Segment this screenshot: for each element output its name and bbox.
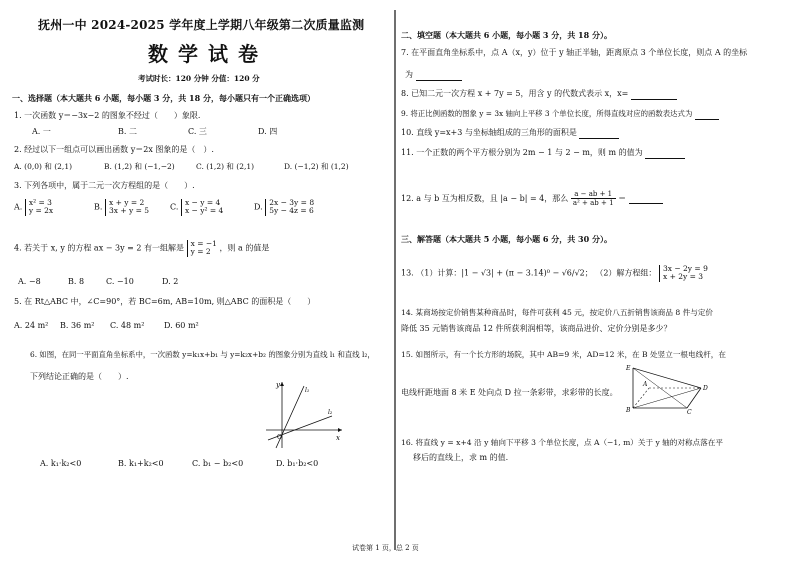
q5-option-c[interactable]: C. 48 m²	[110, 321, 145, 330]
section-1-heading: 一、选择题（本大题共 6 小题，每小题 3 分，共 18 分，每小题只有一个正确选项）	[12, 93, 315, 103]
section-3-heading: 三、解答题（本大题共 5 小题，每小题 6 分，共 30 分）。	[401, 234, 612, 244]
q15-edge-cd	[687, 388, 701, 408]
q3-system-d	[265, 199, 314, 216]
q3-c-eq1: x − y = 4	[184, 198, 221, 207]
q12-answer-blank[interactable]	[629, 194, 663, 205]
q2-option-d[interactable]: D. (−1,2) 和 (1,2)	[284, 162, 349, 171]
q10-answer-blank[interactable]	[579, 128, 619, 139]
q6-y-arrow	[280, 382, 284, 386]
left-column	[0, 0, 395, 561]
q12	[401, 190, 663, 208]
q7-line-2-text: 为	[405, 70, 413, 79]
q10	[401, 128, 619, 139]
q3-system-b	[105, 199, 149, 216]
q15-helper-bd	[633, 388, 701, 408]
q4-option-c[interactable]: C. −10	[106, 277, 134, 286]
section-2-heading: 二、填空题（本大题共 6 小题，每小题 3 分，共 18 分）。	[401, 30, 612, 40]
q15-label-a: A	[643, 381, 648, 388]
q13-sys-eq1: 3x − 2y = 9	[662, 264, 708, 273]
q4-sys-eq2: y = 2	[190, 247, 211, 257]
q3-option-a[interactable]	[14, 199, 53, 216]
q13	[401, 265, 708, 282]
q1-option-b[interactable]: B. 二	[118, 127, 137, 136]
q3-d-eq1: 2x − 3y = 8	[269, 198, 315, 207]
q12-fraction	[571, 190, 616, 208]
q6-graph	[258, 378, 344, 450]
q15-line-2: 电线杆距地面 8 米 E 处向点 D 拉一条彩带，求彩带的长度。	[401, 388, 618, 397]
q13-part-1: 13. （1）计算：|1 − √3| + (π − 3.14)⁰ − √6/√2；	[401, 268, 593, 278]
q3-letter-a: A.	[14, 202, 23, 212]
q6-y-label: y	[276, 381, 280, 389]
q16-line-2: 移后的直线上，求 m 的值.	[413, 453, 509, 462]
exam-info: 考试时长：120 分钟 分值：120 分	[138, 74, 260, 83]
q6-option-b[interactable]: B. k₁+k₂<0	[118, 459, 164, 468]
q1-option-d[interactable]: D. 四	[258, 127, 278, 136]
q15-figure	[625, 362, 715, 414]
q5-option-a[interactable]: A. 24 m²	[14, 321, 49, 330]
q3-a-eq2: y = 2x	[28, 206, 54, 216]
q4-stem	[14, 240, 269, 257]
q6-x-arrow	[338, 428, 342, 432]
q16-line-1: 16. 将直线 y = x+4 沿 y 轴向下平移 3 个单位长度，点 A（−1, m）关于 y 轴的对称点落在平	[401, 438, 723, 447]
q3-letter-b: B.	[94, 202, 103, 212]
q12-equals: ＝	[618, 193, 627, 203]
q1-option-c[interactable]: C. 三	[188, 127, 207, 136]
q11-answer-blank[interactable]	[645, 148, 685, 159]
q2-option-c[interactable]: C. (1,2) 和 (2,1)	[196, 162, 255, 171]
q5-option-b[interactable]: B. 36 m²	[60, 321, 95, 330]
q12-numerator: a − ab + 1	[571, 190, 616, 199]
q4-system	[187, 240, 217, 257]
q3-option-c[interactable]	[170, 199, 223, 216]
q6-option-d[interactable]: D. b₁·b₂<0	[276, 459, 319, 468]
q15-edge-ba	[633, 388, 649, 408]
q3-letter-d: D.	[254, 202, 263, 212]
q14-line-2: 降低 35 元销售该商品 12 件所获利润相等，该商品进价、定价分别是多少？	[401, 324, 672, 333]
q3-b-eq1: x + y = 2	[108, 198, 145, 207]
q11-text: 11. 一个正数的两个平方根分别为 2m − 1 与 2 − m，则 m 的值为	[401, 148, 643, 157]
q6-stem-2: 下列结论正确的是（ ）.	[30, 372, 129, 381]
q8	[401, 89, 677, 100]
q3-a-eq1: x² = 3	[28, 198, 52, 207]
q3-option-d[interactable]	[254, 199, 314, 216]
q15-label-d: D	[703, 385, 708, 392]
q10-text: 10. 直线 y=x+3 与坐标轴组成的三角形的面积是	[401, 128, 577, 137]
q2-option-a[interactable]: A. (0,0) 和 (2,1)	[14, 162, 73, 171]
q3-system-a	[25, 199, 53, 216]
q3-stem: 3. 下列各项中，属于二元一次方程组的是（ ）.	[14, 181, 195, 190]
q3-d-eq2: 5y − 4z = 6	[269, 206, 314, 216]
q3-system-c	[181, 199, 223, 216]
q12-denominator: a² + ab + 1	[572, 199, 614, 208]
q6-origin-label: O	[277, 434, 282, 441]
q8-text: 8. 已知二元一次方程 x + 7y = 5，用含 y 的代数式表示 x，x=	[401, 89, 629, 98]
q15-label-c: C	[687, 409, 692, 414]
q3-letter-c: C.	[170, 202, 179, 212]
q4-option-a[interactable]: A. −8	[18, 277, 41, 286]
q9-answer-blank[interactable]	[695, 110, 719, 120]
q7-line-1: 7. 在平面直角坐标系中，点 A（x，y）位于 y 轴正半轴，距离原点 3 个单位长度，则点 A 的坐标	[401, 48, 748, 57]
q7-line-2	[405, 70, 462, 81]
q1-stem: 1. 一次函数 y＝−3x−2 的图象不经过（ ）象限.	[14, 111, 201, 120]
q9	[401, 110, 719, 120]
q3-b-eq2: 3x + y = 5	[108, 206, 150, 216]
q6-option-c[interactable]: C. b₁ − b₂<0	[192, 459, 244, 468]
q15-line-1: 15. 如图所示，有一个长方形的场院，其中 AB=9 米，AD=12 米，在 B 处竖立一根电线杆，在	[401, 350, 726, 359]
q3-option-b[interactable]	[94, 199, 149, 216]
q2-option-b[interactable]: B. (1,2) 和 (−1,−2)	[104, 162, 175, 171]
q5-stem: 5. 在 Rt△ABC 中，∠C=90°，若 BC=6m, AB=10m, 则△ABC 的面积是（ ）	[14, 297, 316, 306]
q4-stem-post: ，则 a 的值是	[219, 243, 270, 253]
q6-l1-label: l₁	[305, 387, 310, 394]
column-divider	[394, 10, 396, 550]
q6-x-label: x	[336, 434, 340, 442]
q5-option-d[interactable]: D. 60 m²	[164, 321, 199, 330]
q4-option-b[interactable]: B. 8	[68, 277, 85, 286]
q3-c-eq2: x − y² = 4	[184, 206, 224, 216]
q2-stem: 2. 经过以下一组点可以画出函数 y＝2x 图象的是（ ）.	[14, 145, 214, 154]
q9-text: 9. 将正比例函数的图象 y = 3x 轴向上平移 3 个单位长度，所得直线对应的函数表达式为	[401, 109, 693, 118]
q13-part-2: （2）解方程组：	[595, 268, 657, 278]
page-footer: 试卷第 1 页，总 2 页	[352, 544, 419, 552]
q12-text: 12. a 与 b 互为相反数，且 |a − b| = 4，那么	[401, 193, 569, 203]
q14-line-1: 14. 某商场按定价销售某种商品时，每件可获利 45 元，按定价八五折销售该商品 8 件与定价	[401, 308, 714, 317]
school-title: 抚州一中 2024-2025 学年度上学期八年级第二次质量监测	[38, 18, 365, 32]
q6-stem: 6. 如图，在同一平面直角坐标系中，一次函数 y=k₁x+b₁ 与 y=k₂x+b₂ 的图象分别为直线 l₁ 和直线 l₂，	[30, 350, 375, 359]
q8-answer-blank[interactable]	[631, 89, 677, 100]
subject-title: 数学试卷	[148, 42, 268, 66]
q1-option-a[interactable]: A. 一	[32, 127, 51, 136]
q15-label-e: E	[626, 365, 631, 372]
q4-stem-pre: 4. 若关于 x, y 的方程 ax − 3y = 2 有一组解是	[14, 243, 185, 253]
q4-option-d[interactable]: D. 2	[162, 277, 179, 286]
right-column	[397, 0, 794, 561]
q11	[401, 148, 685, 159]
q7-answer-blank[interactable]	[416, 70, 462, 81]
q15-label-b: B	[626, 407, 631, 414]
q4-sys-eq1: x = −1	[190, 239, 217, 248]
q13-system	[659, 265, 708, 282]
q6-option-a[interactable]: A. k₁·k₂<0	[40, 459, 82, 468]
q13-sys-eq2: x + 2y = 3	[662, 272, 704, 282]
q6-l2-label: l₂	[328, 409, 333, 416]
